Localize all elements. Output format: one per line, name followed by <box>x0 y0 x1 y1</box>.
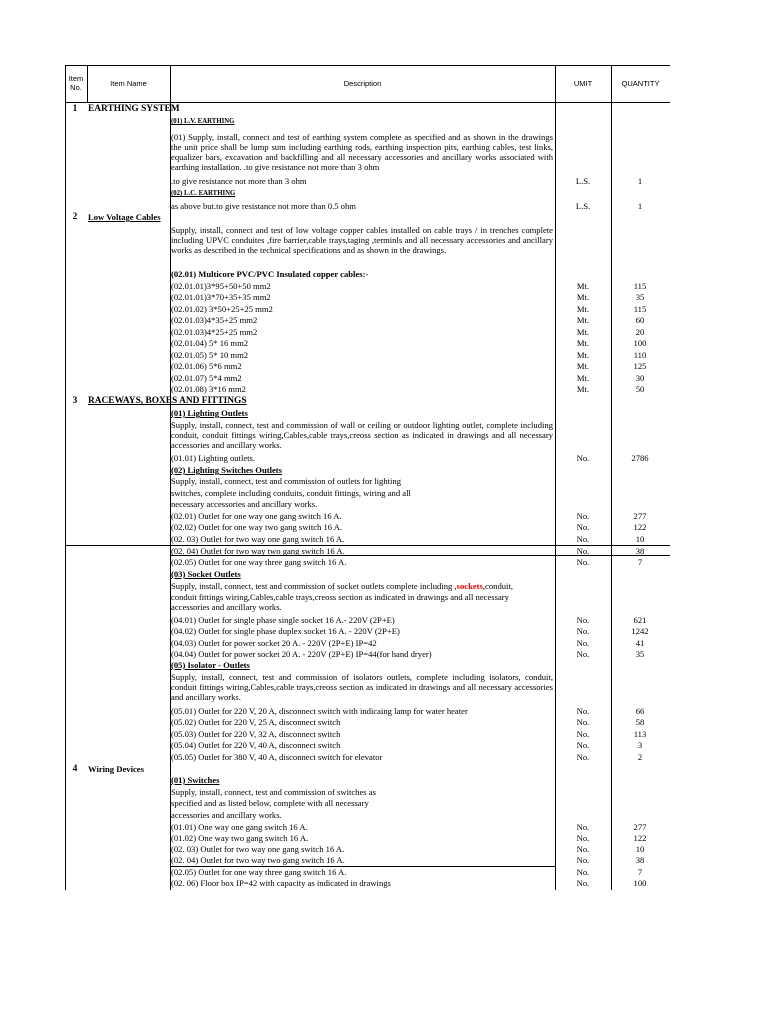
isolator-unit: No. <box>576 729 590 739</box>
isolator-quantity: 66 <box>635 706 645 716</box>
isolator-unit: No. <box>576 740 590 750</box>
cable-quantity: 115 <box>633 281 647 291</box>
isolator-outlets-heading: (05) Isolator - Outlets <box>171 660 250 670</box>
switch-outlet-quantity: 277 <box>633 511 647 521</box>
socket-outlets-heading: (03) Socket Outlets <box>171 569 241 579</box>
section-3-name: RACEWAYS, BOXES AND FITTINGS <box>88 396 247 406</box>
switch-outlet-unit: No. <box>576 522 590 532</box>
switch-outlet-item: (02.05) Outlet for one way three gang switch 16 A. <box>171 557 347 567</box>
cable-unit: Mt. <box>576 304 590 314</box>
switch-unit: No. <box>576 855 590 865</box>
earthing-resistance-05ohm: as above but.to give resistance not more than 0.5 ohm <box>171 201 356 211</box>
cable-item: (02.01.07) 5*4 mm2 <box>171 373 242 383</box>
switch-quantity: 122 <box>633 833 647 843</box>
switch-unit: No. <box>576 867 590 877</box>
earthing-quantity: 1 <box>637 176 643 186</box>
switch-outlet-quantity: 38 <box>635 546 645 556</box>
cable-unit: Mt. <box>576 292 590 302</box>
switch-outlet-unit: No. <box>576 511 590 521</box>
switch-unit: No. <box>576 878 590 888</box>
switch-unit: No. <box>576 822 590 832</box>
switch-item: (02. 06) Floor box IP=42 with capacity as indicated in drawings <box>171 878 391 888</box>
header-item-name: Item Name <box>110 79 147 88</box>
cable-quantity: 20 <box>635 327 645 337</box>
cables-description: Supply, install, connect and test of low voltage copper cables installed on cable trays / in trenches complete including UPVC conduites ,fire barrier,cable trays,taging ,terminls and all necessary accessories and ancillary works as described in the technical specifications and as shown in the drawings. <box>171 225 553 255</box>
cable-item: (02.01.04) 5* 16 mm2 <box>171 338 249 348</box>
isolator-outlets-description: Supply, install, connect, test and commission of isolators outlets, complete including isolators, conduit, conduit fittings wiring,Cables,cable trays,creoss section as indicated in drawings and all necessary accessories and ancillary works. <box>171 672 553 702</box>
lighting-outlets-description: Supply, install, connect, test and commission of wall or ceiling or outdoor lighting outlet, complete including conduit, conduit fittings wiring,Cables,cable trays,creoss section as indicated in drawings and all necessary accessories and ancillary works. <box>171 420 553 450</box>
isolator-quantity: 3 <box>637 740 643 750</box>
lc-earthing-quantity: 1 <box>637 201 643 211</box>
isolator-quantity: 2 <box>637 752 643 762</box>
lc-earthing-label: (02) L.C. EARTHING <box>171 190 236 197</box>
lighting-outlets-unit: No. <box>576 453 590 463</box>
cable-quantity: 100 <box>633 338 647 348</box>
switch-outlet-item: (02.02) Outlet for one way two gang switch 16 A. <box>171 522 343 532</box>
lighting-switches-desc-1: Supply, install, connect, test and commission of outlets for lighting <box>171 476 402 486</box>
switch-outlet-quantity: 122 <box>633 522 647 532</box>
switch-outlet-unit: No. <box>576 546 590 556</box>
isolator-quantity: 113 <box>633 729 647 739</box>
cable-quantity: 110 <box>633 350 647 360</box>
lighting-outlets-item: (01.01) Lighting outlets. <box>171 453 256 463</box>
col-border-desc <box>555 65 556 890</box>
section-1-name: EARTHING SYSTEM <box>88 104 180 114</box>
switch-item: (01.01) One way one gang switch 16 A. <box>171 822 308 832</box>
switch-item: (02. 03) Outlet for two way one gang switch 16 A. <box>171 844 345 854</box>
socket-desc-highlight: sockets <box>456 581 483 591</box>
section-2-name: Low Voltage Cables <box>88 212 161 222</box>
socket-desc-part-b: ,conduit, <box>482 581 513 591</box>
cable-item: (02.01.03)4*35+25 mm2 <box>171 315 258 325</box>
isolator-item: (05.05) Outlet for 380 V, 40 A, disconnect switch for elevator <box>171 752 383 762</box>
cable-unit: Mt. <box>576 315 590 325</box>
switches-heading: (01) Switches <box>171 775 220 785</box>
socket-outlets-desc-2: conduit fittings wiring,Cables,cable trays,creoss section as indicated in drawings and all necessary <box>171 592 509 602</box>
earthing-description: (01) Supply, install, connect and test of earthing system complete as specified and as shown in the drawings the unit price shall be lump sum including earthing rods, earthing inspection pits, earthing cables, test links, equalizer bars, excavation and backfilling and all necessary accessories and ancillary works associated with earthing installation. .to give resistance not more than 3 ohm <box>171 132 553 172</box>
cable-item: (02.01.03)4*25+25 mm2 <box>171 327 258 337</box>
cable-unit: Mt. <box>576 384 590 394</box>
lighting-switches-desc-2: switches, complete including conduits, conduit fittings, wiring and all <box>171 488 411 498</box>
header-quantity: QUANTITY <box>621 79 660 88</box>
section-4-name: Wiring Devices <box>88 764 144 774</box>
cable-quantity: 125 <box>633 361 647 371</box>
section-4-number: 4 <box>72 764 78 774</box>
cable-unit: Mt. <box>576 281 590 291</box>
socket-quantity: 41 <box>635 638 645 648</box>
cable-item: (02.01.01)3*95+50+50 mm2 <box>171 281 271 291</box>
switch-quantity: 10 <box>635 844 645 854</box>
switch-quantity: 100 <box>633 878 647 888</box>
socket-item: (04.01) Outlet for single phase single socket 16 A.- 220V (2P+E) <box>171 615 395 625</box>
col-border-unit <box>611 65 612 890</box>
socket-quantity: 35 <box>635 649 645 659</box>
cable-quantity: 30 <box>635 373 645 383</box>
cable-quantity: 35 <box>635 292 645 302</box>
switches-desc-1: Supply, install, connect, test and commission of switches as <box>171 787 376 797</box>
cable-item: (02.01.08) 3*16 mm2 <box>171 384 246 394</box>
earthing-resistance-3ohm: .to give resistance not more than 3 ohm <box>171 176 307 186</box>
header-description: Description <box>343 79 382 88</box>
isolator-unit: No. <box>576 752 590 762</box>
lv-earthing-label: (01) L.V. EARTHING <box>171 118 235 125</box>
switch-quantity: 277 <box>633 822 647 832</box>
socket-outlets-desc-3: accessories and ancillary works. <box>171 602 282 612</box>
section-3-number: 3 <box>72 396 78 406</box>
switch-unit: No. <box>576 844 590 854</box>
cable-item: (02.01.05) 5* 10 mm2 <box>171 350 249 360</box>
switches-desc-3: accessories and ancillary works. <box>171 810 282 820</box>
cable-unit: Mt. <box>576 327 590 337</box>
socket-unit: No. <box>576 626 590 636</box>
switch-item: (02.05) Outlet for one way three gang switch 16 A. <box>171 867 347 877</box>
socket-item: (04.02) Outlet for single phase duplex socket 16 A. - 220V (2P+E) <box>171 626 400 636</box>
socket-unit: No. <box>576 615 590 625</box>
socket-quantity: 621 <box>633 615 647 625</box>
lc-earthing-unit: L.S. <box>575 201 591 211</box>
lighting-switches-heading: (02) Lighting Switches Outlets <box>171 465 283 475</box>
isolator-unit: No. <box>576 706 590 716</box>
switch-outlet-unit: No. <box>576 557 590 567</box>
switch-outlet-item: (02. 04) Outlet for two way two gang switch 16 A. <box>171 546 345 556</box>
switches-desc-2: specified and as listed below, complete with all necessary <box>171 798 369 808</box>
socket-outlets-desc-1 <box>171 581 513 591</box>
cable-quantity: 60 <box>635 315 645 325</box>
cables-subheading: (02.01) Multicore PVC/PVC Insulated copper cables:- <box>171 269 369 279</box>
switch-unit: No. <box>576 833 590 843</box>
isolator-item: (05.04) Outlet for 220 V, 40 A, disconnect switch <box>171 740 341 750</box>
cable-item: (02.01.06) 5*6 mm2 <box>171 361 242 371</box>
cable-item: (02.01.02) 3*50+25+25 mm2 <box>171 304 273 314</box>
socket-item: (04.04) Outlet for power socket 20 A. - 220V (2P+E) IP=44(for hand dryer) <box>171 649 432 659</box>
table-top-border <box>65 65 670 66</box>
cable-item: (02.01.01)3*70+35+35 mm2 <box>171 292 271 302</box>
cable-unit: Mt. <box>576 338 590 348</box>
socket-unit: No. <box>576 649 590 659</box>
switch-outlet-unit: No. <box>576 534 590 544</box>
switch-outlet-item: (02.01) Outlet for one way one gang switch 16 A. <box>171 511 342 521</box>
socket-unit: No. <box>576 638 590 648</box>
lighting-outlets-quantity: 2786 <box>631 453 649 463</box>
switch-quantity: 38 <box>635 855 645 865</box>
cable-unit: Mt. <box>576 373 590 383</box>
switch-item: (01.02) One way two gang switch 16 A. <box>171 833 309 843</box>
isolator-quantity: 58 <box>635 717 645 727</box>
cable-quantity: 115 <box>633 304 647 314</box>
earthing-unit: L.S. <box>575 176 591 186</box>
switch-outlet-quantity: 7 <box>637 557 643 567</box>
switch-quantity: 7 <box>637 867 643 877</box>
socket-desc-part-a: Supply, install, connect, test and commission of socket outlets complete including , <box>171 581 457 591</box>
switch-outlet-quantity: 10 <box>635 534 645 544</box>
switch-item: (02. 04) Outlet for two way two gang switch 16 A. <box>171 855 345 865</box>
socket-item: (04.03) Outlet for power socket 20 A. - 220V (2P+E) IP=42 <box>171 638 377 648</box>
isolator-item: (05.01) Outlet for 220 V, 20 A, disconnect switch with indicaing lamp for water heater <box>171 706 468 716</box>
cable-unit: Mt. <box>576 350 590 360</box>
lighting-outlets-heading: (01) Lighting Outlets <box>171 408 248 418</box>
section-1-number: 1 <box>72 104 78 114</box>
isolator-item: (05.02) Outlet for 220 V, 25 A, disconnect switch <box>171 717 341 727</box>
header-unit: UMIT <box>573 79 593 88</box>
switch-outlet-item: (02. 03) Outlet for two way one gang switch 16 A. <box>171 534 345 544</box>
socket-quantity: 1242 <box>631 626 649 636</box>
isolator-unit: No. <box>576 717 590 727</box>
cable-quantity: 50 <box>635 384 645 394</box>
cable-unit: Mt. <box>576 361 590 371</box>
lighting-switches-desc-3: necessary accessories and ancillary works. <box>171 499 318 509</box>
isolator-item: (05.03) Outlet for 220 V, 32 A, disconnect switch <box>171 729 341 739</box>
section-2-number: 2 <box>72 212 78 222</box>
header-item-no: Item No. <box>68 74 84 92</box>
header-bottom-border <box>65 102 670 103</box>
